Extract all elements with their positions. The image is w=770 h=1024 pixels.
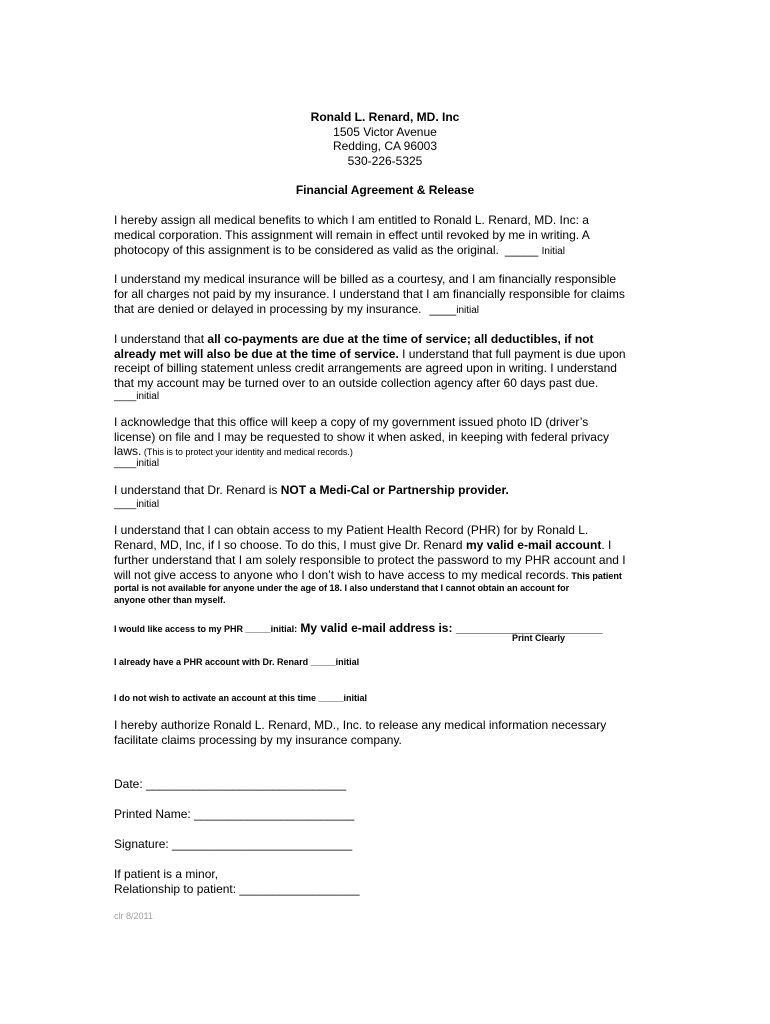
- p3-line2: [114, 348, 626, 360]
- p5-line1: [114, 484, 509, 496]
- p1-line2: medical corporation. This assignment will remain in effect until revoked by me in writing. A: [114, 228, 590, 242]
- minor-label: If patient is a minor,: [114, 867, 219, 881]
- printed-name-field[interactable]: Printed Name: ________________________: [114, 807, 355, 821]
- p4-initial: [114, 459, 159, 469]
- p3-line1-text: I understand that: [114, 332, 208, 346]
- phr-option-existing[interactable]: I already have a PHR account with Dr. Renard _____initial: [114, 657, 360, 667]
- p2-initial-label: initial: [456, 305, 480, 316]
- p6-line4: [114, 569, 622, 581]
- p4-line2: license) on file and I may be requested to show it when asked, in keeping with federal privacy: [114, 430, 609, 444]
- p7-line1: I hereby authorize Ronald L. Renard, MD., Inc. to release any medical information necessary: [114, 718, 607, 732]
- company-city: Redding, CA 96003: [332, 139, 438, 153]
- p3-line1: [114, 333, 594, 345]
- p1-initial-label: Initial: [541, 246, 565, 257]
- date-field[interactable]: Date: ______________________________: [114, 777, 347, 791]
- p3-line3: receipt of billing statement unless credit arrangements are agreed upon in writing. I understand: [114, 361, 617, 375]
- company-name: Ronald L. Renard, MD. Inc: [310, 110, 460, 124]
- p4-line3: [114, 445, 353, 457]
- p5-initial-label: initial: [136, 499, 160, 510]
- p6-line2: [114, 539, 611, 551]
- print-clearly-label: Print Clearly: [512, 633, 566, 643]
- phr-option-decline[interactable]: I do not wish to activate an account at this time _____initial: [114, 693, 368, 703]
- p7-line2: facilitate claims processing by my insurance company.: [114, 733, 402, 747]
- p6-line1: I understand that I can obtain access to my Patient Health Record (PHR) for by Ronald L.: [114, 523, 589, 537]
- p3-initial: [114, 392, 159, 402]
- p6-line2-text: Renard, MD, Inc, if I so choose. To do this, I must give Dr. Renard: [114, 538, 466, 552]
- p4-line3-text: laws.: [114, 444, 142, 458]
- p6-line4-text: will not give access to anyone who I don’t wish to have access to my medical records.: [114, 568, 569, 582]
- p4-initial-blank[interactable]: ____: [114, 458, 137, 469]
- signature-field[interactable]: Signature: ___________________________: [114, 837, 353, 851]
- p6-line3: further understand that I am solely responsible to protect the password to my PHR account and I: [114, 553, 626, 567]
- p3-line2-text: I understand that full payment is due upon: [398, 347, 626, 361]
- p2-line1: I understand my medical insurance will be billed as a courtesy, and I am financially responsible: [114, 272, 617, 286]
- p1-line3: [114, 244, 565, 257]
- p6-line2-end: . I: [601, 538, 612, 552]
- p2-line2: for all charges not paid by my insurance. I understand that I am financially responsible for claims: [114, 287, 625, 301]
- p6-line2-bold: my valid e-mail account: [465, 538, 602, 552]
- p3-line2-bold: already met will also be due at the time of service.: [114, 347, 399, 361]
- p4-line1: I acknowledge that this office will keep a copy of my government issued photo ID (driver’s: [114, 415, 589, 429]
- p3-initial-blank[interactable]: ____: [114, 391, 137, 402]
- p6-line6: anyone other than myself.: [114, 595, 226, 605]
- company-phone: 530-226-5325: [347, 154, 423, 168]
- p3-line4: that my account may be turned over to an outside collection agency after 60 days past due.: [114, 376, 599, 390]
- p1-initial-blank[interactable]: _____: [504, 243, 539, 257]
- p5-initial: [114, 500, 159, 510]
- p2-initial-blank[interactable]: ____: [429, 302, 457, 316]
- relationship-field[interactable]: Relationship to patient: __________________: [114, 882, 360, 896]
- p1-line1: I hereby assign all medical benefits to which I am entitled to Ronald L. Renard, MD. Inc: a: [114, 213, 589, 227]
- email-field[interactable]: : ______________________: [448, 621, 603, 635]
- p3-initial-label: initial: [136, 391, 160, 402]
- p5-bold: NOT a Medi-Cal or Partnership provider.: [280, 483, 509, 497]
- p5-text: I understand that Dr. Renard is: [114, 483, 281, 497]
- p2-line3-text: that are denied or delayed in processing by my insurance.: [114, 302, 422, 316]
- p3-line1-bold: all co-payments are due at the time of service; all deductibles, if not: [207, 332, 594, 346]
- p6-line4-bold: This patient: [568, 571, 622, 581]
- p4-line3-note: (This is to protect your identity and medical records.): [141, 447, 353, 457]
- p5-initial-blank[interactable]: ____: [114, 499, 137, 510]
- email-label: My valid e-mail address is: [297, 621, 449, 635]
- p2-line3: [114, 303, 479, 316]
- p4-initial-label: initial: [136, 458, 160, 469]
- revision-footer: clr 8/2011: [114, 911, 153, 921]
- phr-access-text: I would like access to my PHR _____initial:: [114, 624, 298, 634]
- p1-line3-text: photocopy of this assignment is to be considered as valid as the original.: [114, 243, 499, 257]
- p6-line5: portal is not available for anyone under the age of 18. I also understand that I cannot obtain an account for: [114, 583, 570, 593]
- document-title: Financial Agreement & Release: [295, 183, 475, 197]
- company-street: 1505 Victor Avenue: [333, 125, 437, 139]
